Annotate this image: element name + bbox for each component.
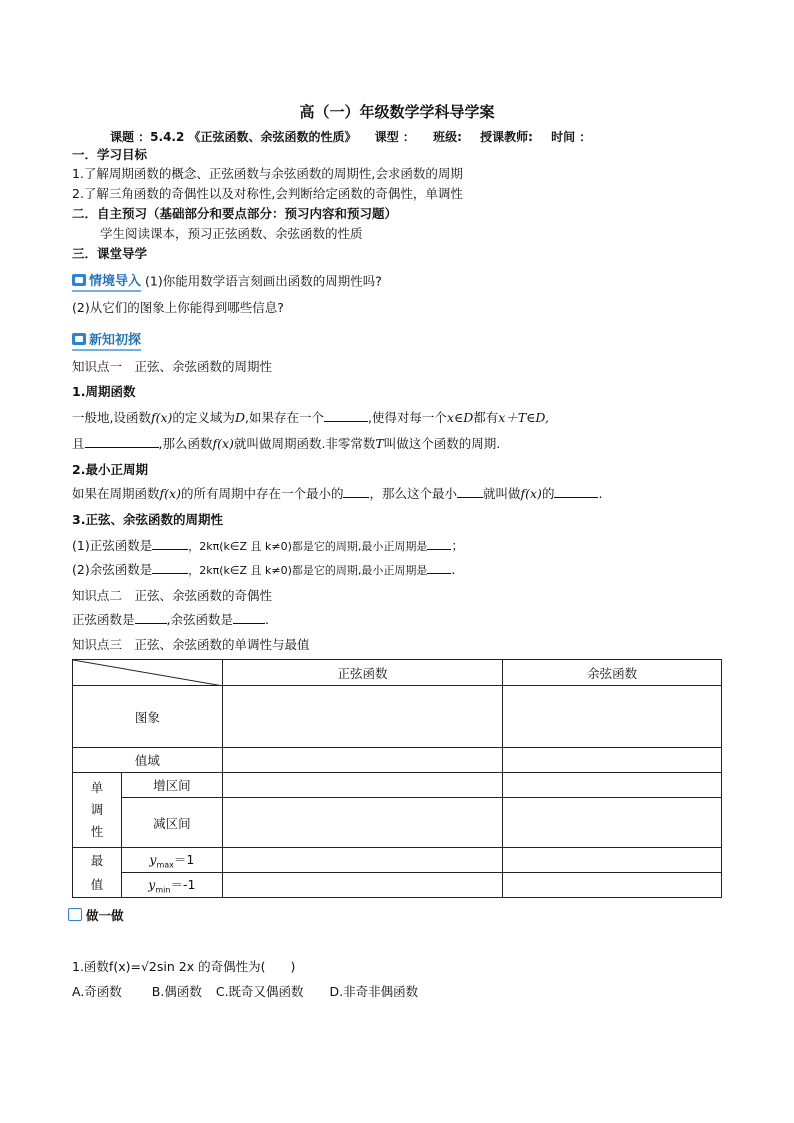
k2-a: 正弦函数是	[72, 612, 135, 627]
k1-fx-2: f(x)	[212, 436, 234, 451]
k1-fx-3: f(x)	[159, 486, 181, 501]
blank-6[interactable]	[152, 538, 188, 550]
k2-b: ,余弦函数是	[166, 612, 233, 627]
goal-2: 2.了解三角函数的奇偶性以及对称性,会判断给定函数的奇偶性，单调性	[72, 186, 463, 201]
col-sin-header: 正弦函数	[222, 660, 503, 686]
k1-p3b: 的所有周期中存在一个最小的	[180, 486, 344, 501]
book-icon	[72, 274, 86, 286]
explore-row	[72, 329, 141, 351]
blank-10[interactable]	[135, 612, 167, 624]
diagonal-line	[73, 660, 223, 686]
ymin-val: ＝-1	[170, 877, 196, 893]
intro-q2: (2)从它们的图象上你能得到哪些信息?	[72, 300, 284, 315]
k1-sin-period	[72, 536, 464, 554]
k1-p1a: 一般地,设函数	[72, 410, 151, 425]
mono-inc-label: 增区间	[121, 773, 222, 798]
cos-graph-cell[interactable]	[503, 686, 722, 748]
properties-table	[72, 659, 722, 898]
k3-title: 知识点三 正弦、余弦函数的单调性与最值	[72, 637, 310, 652]
option-b[interactable]: B.偶函数	[151, 984, 202, 999]
k1-p3a: 如果在周期函数	[72, 486, 160, 501]
lesson-meta	[110, 128, 605, 145]
ymax-val: ＝1	[173, 852, 195, 868]
intro-badge	[72, 270, 141, 292]
explore-badge-label: 新知初探	[89, 333, 142, 348]
col-cos-header: 余弦函数	[503, 660, 722, 686]
cos-max-cell[interactable]	[503, 848, 722, 873]
k1-sub2: 2.最小正周期	[72, 462, 148, 477]
k1-para2	[72, 434, 500, 452]
diagonal-header-cell	[73, 660, 223, 686]
row-graph-label: 图象	[73, 686, 223, 748]
sec3-heading: 三．课堂导学	[72, 246, 148, 261]
row-range-label: 值域	[73, 748, 223, 773]
explore-badge	[72, 329, 141, 351]
mono-dec-label: 减区间	[121, 798, 222, 848]
practice-badge-label: 做一做	[86, 908, 124, 923]
ymin-label	[121, 873, 222, 898]
sin-graph-cell[interactable]	[222, 686, 503, 748]
k1-sk-2: ，2kπ(k∈Z 且 k≠0)都是它的周期,最小正周期是	[188, 564, 428, 577]
sin-dec-cell[interactable]	[222, 798, 503, 848]
k1-p1d: ,使得对每一个	[367, 410, 447, 425]
blank-1[interactable]	[324, 410, 368, 422]
cos-min-cell[interactable]	[503, 873, 722, 898]
k1-p1b: 的定义域为	[172, 410, 235, 425]
cos-inc-cell[interactable]	[503, 773, 722, 798]
k1-p3d: 就叫做	[482, 486, 521, 501]
k1-para1	[72, 408, 549, 426]
intro-q1: (1)你能用数学语言刻画出函数的周期性吗?	[145, 273, 382, 289]
k1-fx-4: f(x)	[520, 486, 542, 501]
k1-para3: 如果在周期函数f(x)的所有周期中存在一个最小的 ，那么这个最小 就叫做f(x)的 .	[72, 486, 603, 501]
option-c[interactable]: C.既奇又偶函数	[215, 984, 304, 999]
blank-3[interactable]	[343, 486, 369, 498]
k2-title: 知识点二 正弦、余弦函数的奇偶性	[72, 588, 273, 603]
goal-1: 1.了解周期函数的概念、正弦函数与余弦函数的周期性,会求函数的周期	[72, 166, 463, 181]
preview-text: 学生阅读课本，预习正弦函数、余弦函数的性质	[100, 226, 363, 241]
ymin-sub: min	[155, 885, 171, 895]
k1-p3e: 的	[541, 486, 555, 501]
sin-min-cell[interactable]	[222, 873, 503, 898]
blank-9[interactable]	[427, 562, 451, 574]
practice-options	[72, 982, 418, 1000]
k1-p2d: 叫做这个函数的周期.	[383, 436, 501, 451]
blank-11[interactable]	[233, 612, 265, 624]
sin-max-cell[interactable]	[222, 848, 503, 873]
topic-label: 课题 ：5.4.2 《正弦函数、余弦函数的性质》	[110, 130, 357, 144]
k1-xT: x＋T∈D,	[498, 410, 549, 425]
k1-T: T	[375, 436, 384, 451]
blank-2[interactable]	[85, 436, 159, 448]
k1-p1c: ,如果存在一个	[244, 410, 324, 425]
k1-title: 知识点一 正弦、余弦函数的周期性	[72, 359, 273, 374]
k1-s1a: (1)正弦函数是	[72, 538, 153, 553]
time-label: 时间 ：	[551, 130, 592, 144]
option-a[interactable]: A.奇函数	[72, 984, 122, 999]
class-label: 班级:	[433, 130, 462, 144]
k1-s2a: (2)余弦函数是	[72, 562, 153, 577]
type-label: 课型 ：	[374, 130, 415, 144]
option-d[interactable]: D.非奇非偶函数	[329, 984, 419, 999]
ymax-y: y	[149, 852, 157, 868]
page-title: 高（一）年级数学学科导学案	[299, 103, 495, 121]
k1-p2a: 且	[72, 436, 85, 451]
cos-range-cell[interactable]	[503, 748, 722, 773]
pencil-icon	[68, 908, 82, 921]
practice-question: 1.函数f(x)=√2sin 2x 的奇偶性为( )	[72, 959, 296, 974]
k1-p2b: ,那么函数	[158, 436, 213, 451]
intro-row	[72, 270, 382, 292]
search-icon	[72, 333, 86, 345]
blank-4[interactable]	[457, 486, 483, 498]
k1-p3c: ，那么这个最小	[369, 486, 457, 501]
sec1-heading: 一．学习目标	[72, 147, 148, 162]
ymin-y: y	[148, 877, 156, 893]
ymax-sub: max	[156, 860, 174, 870]
teacher-label: 授课教师:	[480, 130, 533, 144]
row-extreme-label: 最 值	[73, 848, 122, 898]
k1-sub3: 3.正弦、余弦函数的周期性	[72, 512, 223, 527]
sec2-heading: 二．自主预习（基础部分和要点部分：预习内容和预习题）	[72, 206, 398, 221]
cos-dec-cell[interactable]	[503, 798, 722, 848]
row-mono-label: 单 调 性	[73, 773, 122, 848]
practice-heading	[68, 906, 124, 924]
k1-sk: ，2kπ(k∈Z 且 k≠0)都是它的周期,最小正周期是	[188, 540, 428, 553]
k2-c: .	[265, 612, 269, 627]
k1-sub1: 1.周期函数	[72, 384, 136, 399]
sin-range-cell[interactable]	[222, 748, 503, 773]
k1-s2end: .	[451, 562, 456, 577]
k1-cos-period	[72, 560, 455, 578]
blank-7[interactable]	[427, 538, 451, 550]
sin-inc-cell[interactable]	[222, 773, 503, 798]
k1-p2c: 就叫做周期函数.非零常数	[233, 436, 376, 451]
blank-8[interactable]	[152, 562, 188, 574]
k1-xinD: x∈D	[446, 410, 474, 425]
blank-5[interactable]	[554, 486, 598, 498]
ymax-label	[121, 848, 222, 873]
k1-s1end: ；	[451, 538, 464, 553]
k1-fx: f(x)	[150, 410, 173, 425]
intro-badge-label: 情境导入	[89, 274, 142, 289]
k1-D: D	[234, 410, 245, 425]
k1-p1e: 都有	[473, 410, 499, 425]
k2-text	[72, 610, 269, 628]
